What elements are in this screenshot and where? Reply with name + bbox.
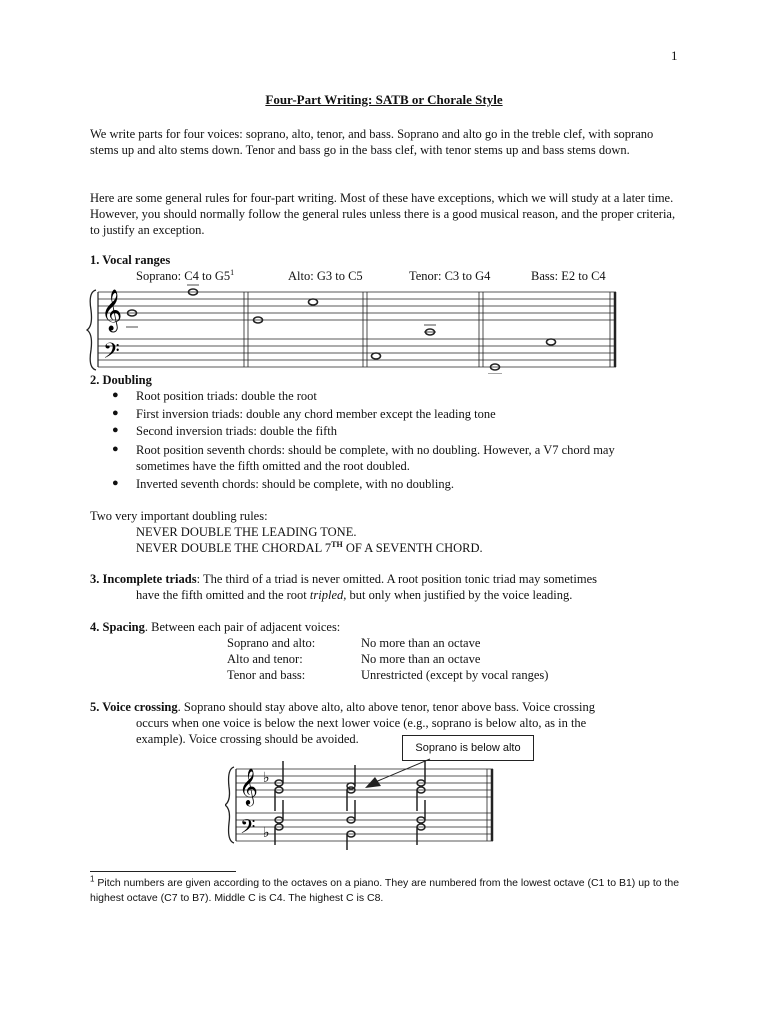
spacing-pair: Alto and tenor: xyxy=(227,652,303,666)
section-3-line-2: have the fifth omitted and the root tripled, but only when justified by the voice leading. xyxy=(136,588,573,602)
intro-paragraph-1: We write parts for four voices: soprano, alto, tenor, and bass. Soprano and alto go in the treble clef, with soprano stems up and alto stems down. Tenor and bass go in the bass clef, with tenor stems up and bass stems down. xyxy=(90,127,654,157)
page-number: 1 xyxy=(671,48,678,63)
bullet-dot: ● xyxy=(112,477,119,489)
doubling-rule: Root position triads: double the root xyxy=(136,389,317,403)
note-alto-high xyxy=(309,299,318,305)
note-tenor-low xyxy=(372,353,381,359)
bass-clef-icon: 𝄢 xyxy=(240,815,256,843)
doubling-rule: Second inversion triads: double the fifth xyxy=(136,424,338,438)
note-bass-high xyxy=(547,339,556,345)
doubling-rule: First inversion triads: double any chord member except the leading tone xyxy=(136,407,496,421)
range-tenor: Tenor: C3 to G4 xyxy=(409,269,491,283)
footnote: $^1$ Pitch numbers are given according to the octaves on a piano. They are numbered from the lowest octave (C1 to B1) up to the highest octave (C7 to B7). Middle C is C4. The highest C is C8. xyxy=(90,874,680,904)
range-alto: Alto: G3 to C5 xyxy=(288,269,363,283)
section-3-line-1: 3. Incomplete triads: The third of a triad is never omitted. A root position tonic triad may sometimes xyxy=(90,572,597,586)
vocal-ranges-staff xyxy=(86,282,626,374)
section-4-line: 4. Spacing. Between each pair of adjacent voices: xyxy=(90,620,341,634)
section-5-line-2: occurs when one voice is below the next lower voice (e.g., soprano is below alto, as in the xyxy=(136,716,587,730)
voice-crossing-callout: Soprano is below alto xyxy=(402,735,534,761)
spacing-rule: No more than an octave xyxy=(361,636,481,650)
flat-icon: ♭ xyxy=(263,825,270,841)
bullet-dot: ● xyxy=(112,443,119,455)
doubling-rule-continued: sometimes have the fifth omitted and the root doubled. xyxy=(136,459,410,473)
doubling-rule-leading-tone: NEVER DOUBLE THE LEADING TONE. xyxy=(136,525,357,539)
range-soprano: Soprano: C4 to $G5^1$ xyxy=(136,267,235,283)
spacing-rule: No more than an octave xyxy=(361,652,481,666)
section-1-heading: 1. Vocal ranges xyxy=(90,253,171,267)
section-5-line-1: 5. Voice crossing. Soprano should stay above alto, alto above tenor, tenor above bass. Voice crossing xyxy=(90,700,595,714)
section-2-heading: 2. Doubling xyxy=(90,373,152,387)
doubling-rules-intro: Two very important doubling rules: xyxy=(90,509,268,523)
section-4-heading: 4. Spacing xyxy=(90,620,145,634)
bullet-dot: ● xyxy=(112,424,119,436)
spacing-rule: Unrestricted (except by vocal ranges) xyxy=(361,668,549,682)
treble-clef-icon: 𝄞 xyxy=(101,290,123,331)
spacing-pair: Soprano and alto: xyxy=(227,636,316,650)
voice-crossing-staff xyxy=(225,755,500,850)
bass-clef-icon: 𝄢 xyxy=(103,339,120,369)
treble-clef-icon: 𝄞 xyxy=(239,767,258,805)
flat-icon: ♭ xyxy=(263,770,270,786)
section-3-heading: 3. Incomplete triads xyxy=(90,572,197,586)
page-title: Four-Part Writing: SATB or Chorale Style xyxy=(265,92,503,107)
doubling-rule: Inverted seventh chords: should be complete, with no doubling. xyxy=(136,477,454,491)
doubling-rule: Root position seventh chords: should be complete, with no doubling. However, a V7 chord may xyxy=(136,443,615,457)
range-bass: Bass: E2 to C4 xyxy=(531,269,606,283)
intro-paragraph-2: Here are some general rules for four-part writing. Most of these have exceptions, which we will study at a later time. However, you should normally follow the general rules unless there is a good musical reason, and the proper criteria, to justify an exception. xyxy=(90,191,676,237)
footnote-divider xyxy=(90,871,236,872)
spacing-pair: Tenor and bass: xyxy=(227,668,306,682)
bullet-dot: ● xyxy=(112,407,119,419)
section-5-line-3: example). Voice crossing should be avoided. xyxy=(136,732,359,746)
bullet-dot: ● xyxy=(112,389,119,401)
section-5-heading: 5. Voice crossing xyxy=(90,700,178,714)
footnote-reference: 1 xyxy=(230,267,235,277)
callout-arrow-icon xyxy=(365,777,381,788)
doubling-rule-chordal-seventh: NEVER DOUBLE THE CHORDAL 7TH OF A SEVENTH CHORD. xyxy=(136,539,483,555)
